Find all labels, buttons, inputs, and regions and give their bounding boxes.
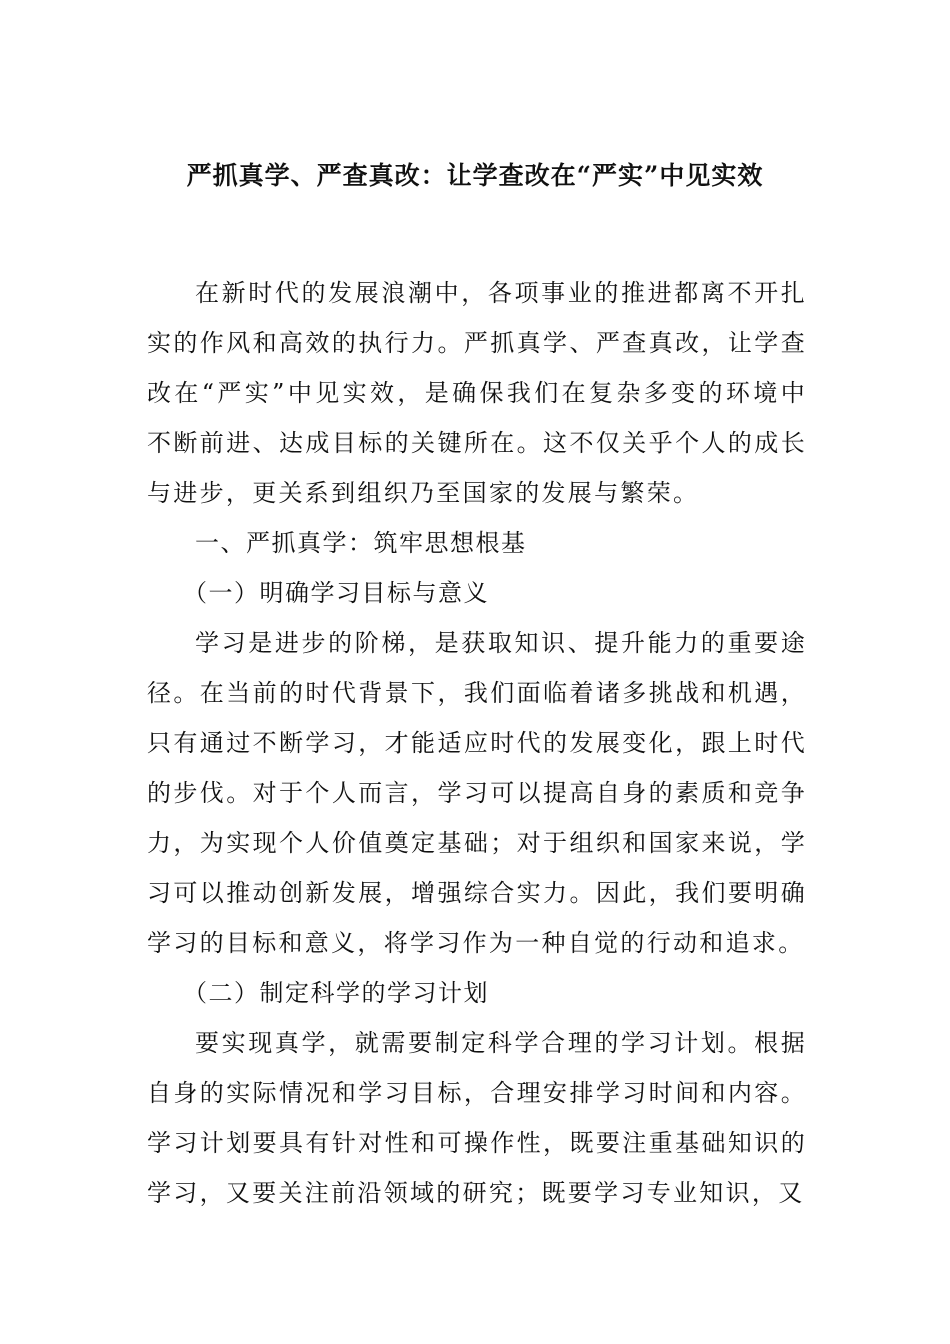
- section-heading-1: 一、严抓真学：筑牢思想根基: [195, 529, 527, 557]
- document-title: 严抓真学、严查真改：让学查改在“严实”中见实效: [186, 161, 764, 190]
- subsection-heading-1: （一）明确学习目标与意义: [183, 579, 489, 607]
- subsection-paragraph-2: 要实现真学，就需要制定科学合理的学习计划。根据自身的实际情况和学习目标，合理安排学习时间和内容。学习计划要具有针对性和可操作性，既要注重基础知识的学习，又要关注前沿领域的研究；既要学习专业知识，又: [147, 1029, 807, 1207]
- subsection-heading-2: （二）制定科学的学习计划: [183, 979, 489, 1007]
- subsection-paragraph-1: 学习是进步的阶梯，是获取知识、提升能力的重要途径。在当前的时代背景下，我们面临着诸多挑战和机遇，只有通过不断学习，才能适应时代的发展变化，跟上时代的步伐。对于个人而言，学习可以提高自身的素质和竞争力，为实现个人价值奠定基础；对于组织和国家来说，学习可以推动创新发展，增强综合实力。因此，我们要明确学习的目标和意义，将学习作为一种自觉的行动和追求。: [147, 629, 807, 957]
- intro-paragraph: 在新时代的发展浪潮中，各项事业的推进都离不开扎实的作风和高效的执行力。严抓真学、严查真改，让学查改在“严实”中见实效，是确保我们在复杂多变的环境中不断前进、达成目标的关键所在。这不仅关乎个人的成长与进步，更关系到组织乃至国家的发展与繁荣。: [147, 279, 807, 507]
- document-body: [147, 268, 807, 1218]
